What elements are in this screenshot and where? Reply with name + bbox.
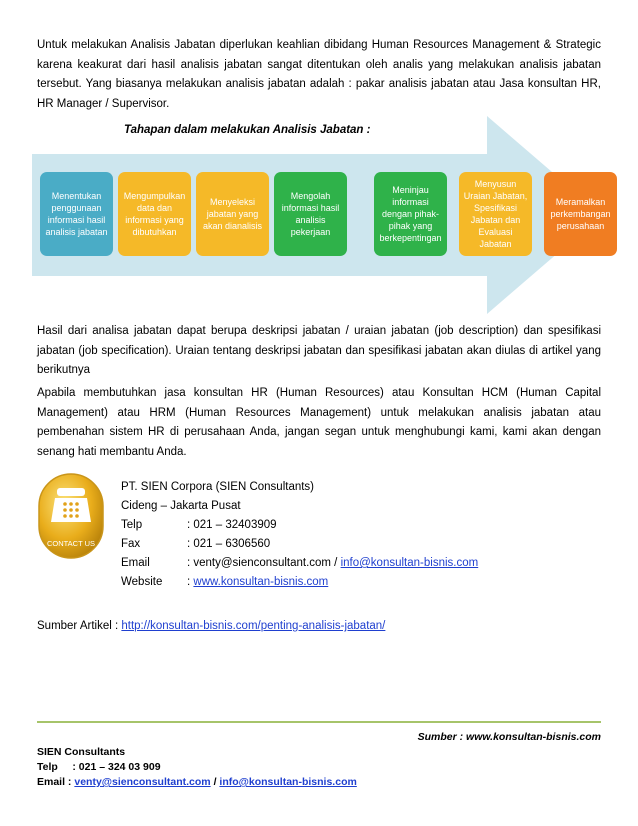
- website-label: Website: [121, 576, 163, 588]
- telp-value: : 021 – 32403909: [187, 519, 277, 531]
- telp-row: [121, 516, 478, 535]
- company-address: Cideng – Jakarta Pusat: [121, 500, 241, 512]
- footer-email-link-2[interactable]: info@konsultan-bisnis.com: [219, 776, 357, 788]
- offer-paragraph: Apabila membutuhkan jasa konsultan HR (Human Resources) atau Konsultan HCM (Human Capital Management) atau HRM (Human Resources Management) untuk melakukan analisis jabatan atau pembenahan sistem HR di perusahaan Anda, jangan segan untuk menghubungi kami, kami akan dengan senang hati membantu Anda.: [37, 387, 601, 458]
- telp-label: Telp: [121, 519, 143, 531]
- footer-company: SIEN Consultants: [37, 746, 126, 758]
- email-prefix: : venty@sienconsultant.com /: [187, 557, 338, 569]
- process-step-5: Meninjau informasi dengan pihak-pihak yang berkepentingan: [374, 172, 447, 256]
- source-label: Sumber Artikel :: [37, 620, 119, 632]
- footer-divider: [37, 721, 601, 723]
- flow-title: Tahapan dalam melakukan Analisis Jabatan :: [124, 124, 371, 136]
- process-step-4: Mengolah informasi hasil analisis pekerjaan: [274, 172, 347, 256]
- website-link[interactable]: www.konsultan-bisnis.com: [193, 576, 329, 588]
- process-step-7: Meramalkan perkembangan perusahaan: [544, 172, 617, 256]
- process-step-6: Menyusun Uraian Jabatan, Spesifikasi Jabatan dan Evaluasi Jabatan: [459, 172, 532, 256]
- website-prefix: :: [187, 576, 191, 588]
- footer-telp: Telp : 021 – 324 03 909: [37, 761, 161, 773]
- footer-contact: [37, 745, 357, 790]
- process-step-2: Mengumpulkan data dan informasi yang dibutuhkan: [118, 172, 191, 256]
- contact-us-label: CONTACT US: [46, 539, 96, 548]
- result-paragraph: Hasil dari analisa jabatan dapat berupa deskripsi jabatan / uraian jabatan (job description) dan spesifikasi jabatan (job specification). Uraian tentang deskripsi jabatan dan spesifikasi jabatan akan diulas di artikel yang berikutnya: [37, 325, 601, 377]
- email-label: Email: [121, 557, 150, 569]
- process-step-3: Menyeleksi jabatan yang akan dianalisis: [196, 172, 269, 256]
- footer-email-label: Email :: [37, 776, 72, 788]
- footer-email-row: [37, 775, 357, 790]
- website-row: [121, 573, 478, 592]
- company-name: PT. SIEN Corpora (SIEN Consultants): [121, 481, 315, 493]
- phone-icon: [37, 472, 105, 560]
- process-step-1: Menentukan penggunaan informasi hasil analisis jabatan: [40, 172, 113, 256]
- intro-paragraph: Untuk melakukan Analisis Jabatan diperlukan keahlian dibidang Human Resources Management & Strategic karena keakurat dari hasil analisis jabatan sangat ditentukan oleh analis yang melakukan analisis jabatan tersebut. Yang biasanya melakukan analisis jabatan adalah : pakar analisis jabatan atau Jasa konsultan HR, HR Manager / Supervisor.: [37, 39, 601, 110]
- footer-source: Sumber : www.konsultan-bisnis.com: [417, 731, 601, 743]
- email-link[interactable]: info@konsultan-bisnis.com: [340, 557, 479, 569]
- footer-email-link-1[interactable]: venty@sienconsultant.com: [74, 776, 211, 788]
- contact-us-badge[interactable]: [37, 472, 105, 565]
- fax-row: [121, 535, 478, 554]
- footer-email-sep: /: [213, 776, 217, 788]
- source-line: [37, 620, 385, 632]
- email-row: [121, 554, 478, 573]
- fax-label: Fax: [121, 538, 141, 550]
- source-link[interactable]: http://konsultan-bisnis.com/penting-analisis-jabatan/: [121, 620, 386, 632]
- contact-details: [121, 478, 478, 592]
- fax-value: : 021 – 6306560: [187, 538, 271, 550]
